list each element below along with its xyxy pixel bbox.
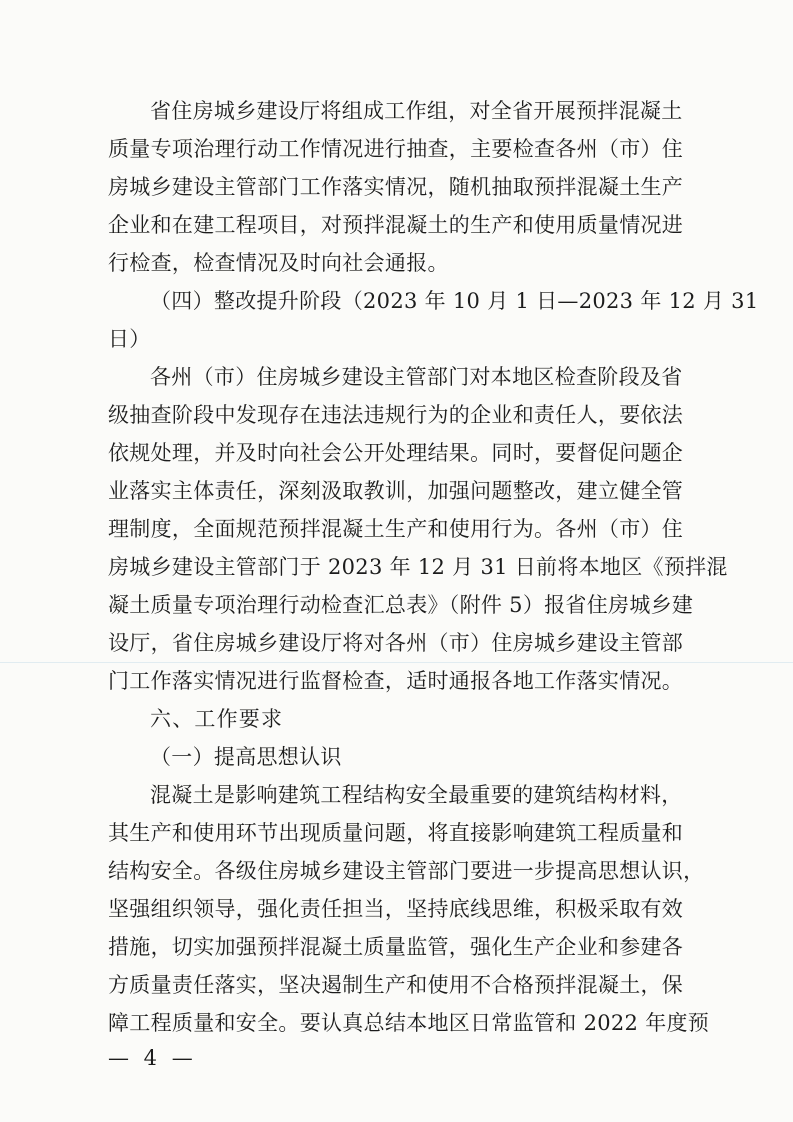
page-number: — 4 — xyxy=(108,1046,197,1070)
paragraph-3-line: 坚强组织领导，强化责任担当，坚持底线思维，积极采取有效 xyxy=(108,897,684,921)
section-heading-4-cont: 日） xyxy=(108,327,151,351)
paragraph-2-line: 凝土质量专项治理行动检查汇总表》（附件 5）报省住房城乡建 xyxy=(108,593,694,617)
paragraph-2-line: 业落实主体责任，深刻汲取教训，加强问题整改，建立健全管 xyxy=(108,479,684,503)
paragraph-2-line: 设厅，省住房城乡建设厅将对各州（市）住房城乡建设主管部 xyxy=(108,631,684,655)
paragraph-1-line: 省住房城乡建设厅将组成工作组，对全省开展预拌混凝土 xyxy=(150,99,683,123)
sub-heading-1: （一）提高思想认识 xyxy=(150,745,342,769)
paragraph-3-line: 混凝土是影响建筑工程结构安全最重要的建筑结构材料， xyxy=(150,783,683,807)
paragraph-2-line: 各州（市）住房城乡建设主管部门对本地区检查阶段及省 xyxy=(150,365,683,389)
paragraph-3-line: 措施，切实加强预拌混凝土质量监管，强化生产企业和参建各 xyxy=(108,935,684,959)
paragraph-3-line: 其生产和使用环节出现质量问题，将直接影响建筑工程质量和 xyxy=(108,821,684,845)
paragraph-2-line: 房城乡建设主管部门于 2023 年 12 月 31 日前将本地区《预拌混 xyxy=(108,555,728,579)
paragraph-3-line: 障工程质量和安全。要认真总结本地区日常监管和 2022 年度预 xyxy=(108,1011,710,1035)
paragraph-2-line: 级抽查阶段中发现存在违法违规行为的企业和责任人，要依法 xyxy=(108,403,684,427)
section-heading-6: 六、工作要求 xyxy=(150,707,284,731)
scan-artifact-line xyxy=(0,662,793,663)
paragraph-2-line: 依规处理，并及时向社会公开处理结果。同时，要督促问题企 xyxy=(108,441,684,465)
paragraph-3-line: 方质量责任落实，坚决遏制生产和使用不合格预拌混凝土，保 xyxy=(108,973,684,997)
paragraph-2-line: 门工作落实情况进行监督检查，适时通报各地工作落实情况。 xyxy=(108,669,684,693)
section-heading-4: （四）整改提升阶段（2023 年 10 月 1 日—2023 年 12 月 31 xyxy=(150,289,759,313)
paragraph-1-line: 行检查，检查情况及时向社会通报。 xyxy=(108,251,449,275)
paragraph-1-line: 质量专项治理行动工作情况进行抽查，主要检查各州（市）住 xyxy=(108,137,684,161)
paragraph-1-line: 企业和在建工程项目，对预拌混凝土的生产和使用质量情况进 xyxy=(108,213,684,237)
paragraph-2-line: 理制度，全面规范预拌混凝土生产和使用行为。各州（市）住 xyxy=(108,517,684,541)
paragraph-1-line: 房城乡建设主管部门工作落实情况，随机抽取预拌混凝土生产 xyxy=(108,175,684,199)
paragraph-3-line: 结构安全。各级住房城乡建设主管部门要进一步提高思想认识， xyxy=(108,859,705,883)
